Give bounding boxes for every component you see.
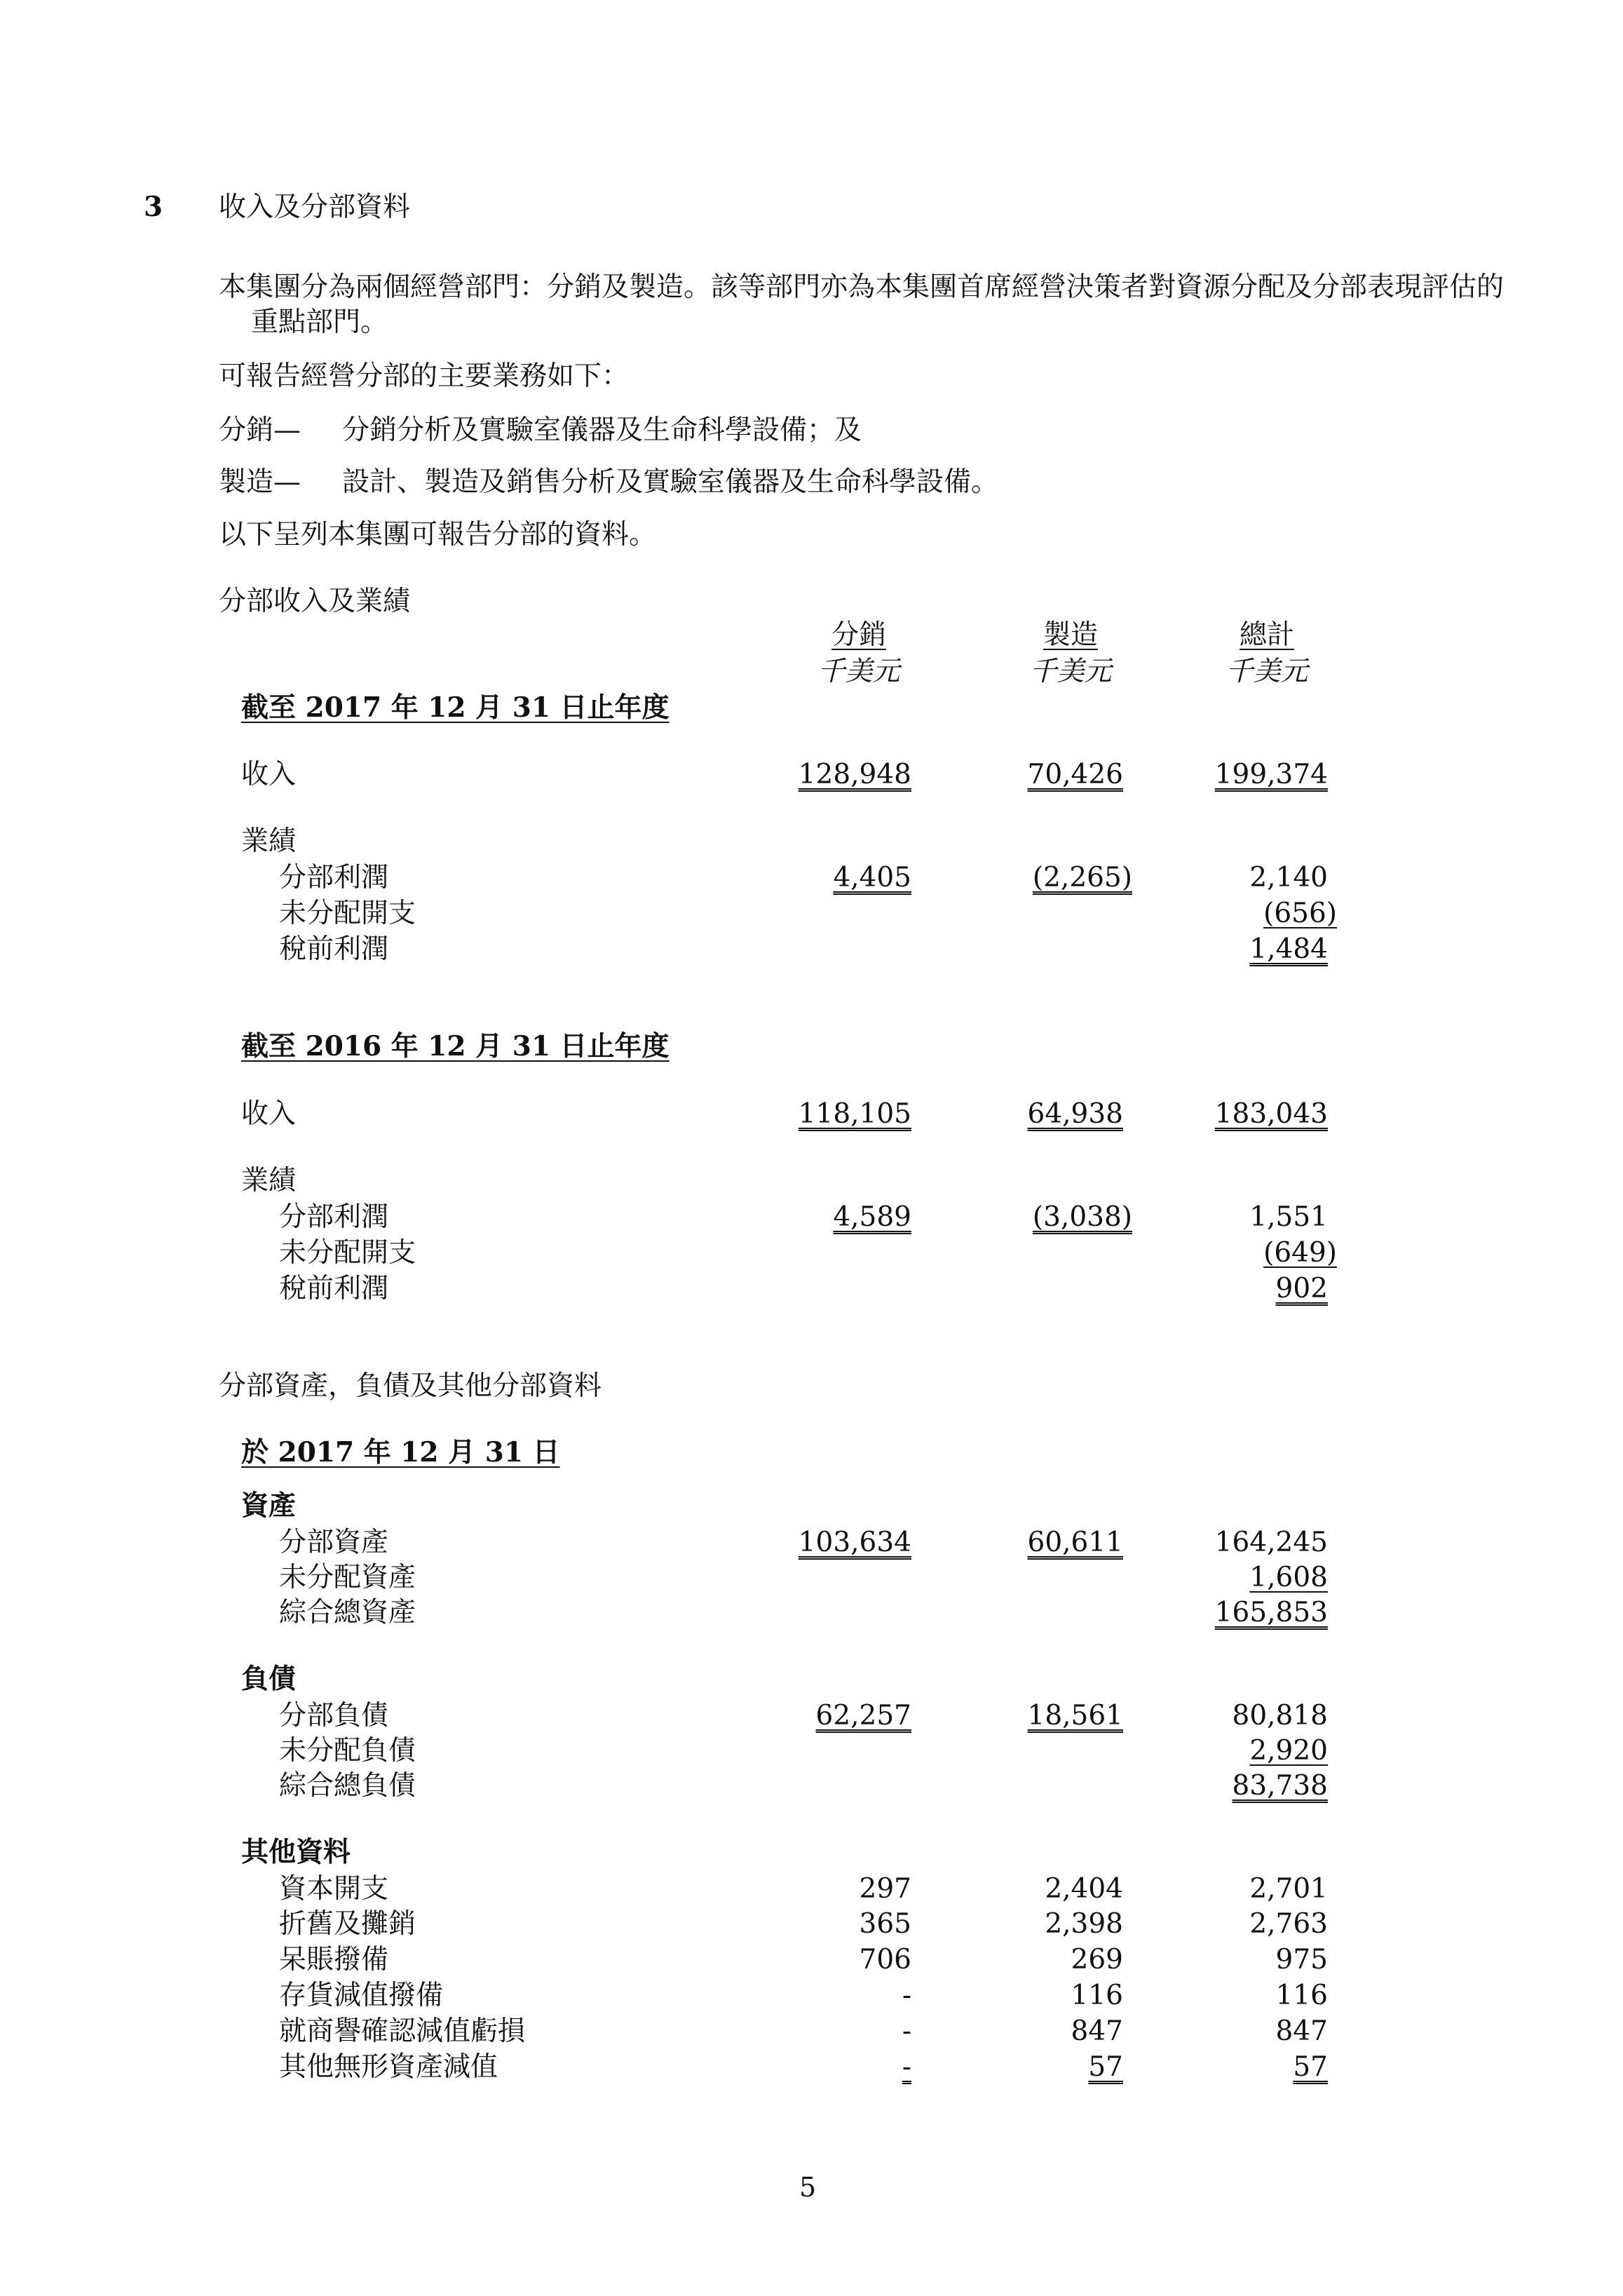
- pretax-profit-label: 稅前利潤: [279, 933, 389, 965]
- other-row-label: 就商譽確認減值虧損: [279, 2015, 526, 2047]
- intro-paragraph-line2: 重點部門。: [251, 306, 388, 338]
- unit-label: 千美元: [1225, 656, 1308, 687]
- column-header-distribution: 分銷: [831, 619, 886, 651]
- column-header-manufacturing: 製造: [1043, 619, 1098, 651]
- total-assets-label: 綜合總資產: [279, 1597, 416, 1628]
- segment-profit-label: 分部利潤: [279, 862, 389, 893]
- period-heading-2017: 截至 2017 年 12 月 31 日止年度: [241, 691, 670, 724]
- table-cell: 269: [1071, 1944, 1123, 1976]
- total-liabilities-label: 綜合總負債: [279, 1770, 416, 1802]
- revenue-label: 收入: [241, 1098, 297, 1130]
- table-cell: 2,920: [1249, 1735, 1328, 1767]
- assets-liabilities-title: 分部資產，負債及其他分部資料: [219, 1370, 602, 1402]
- section-title: 收入及分部資料: [219, 191, 411, 223]
- revenue-results-title: 分部收入及業績: [219, 586, 411, 617]
- table-cell: 64,938: [1027, 1098, 1123, 1130]
- unallocated-expenses-label: 未分配開支: [279, 898, 416, 929]
- table-cell: 80,818: [1232, 1700, 1328, 1731]
- table-cell: 18,561: [1027, 1700, 1123, 1731]
- unallocated-expenses-label: 未分配開支: [279, 1237, 416, 1269]
- table-cell: 62,257: [815, 1700, 911, 1731]
- table-cell: 60,611: [1027, 1527, 1123, 1558]
- liabilities-label: 負債: [241, 1663, 297, 1695]
- table-cell: 118,105: [798, 1098, 911, 1130]
- section-number: 3: [144, 191, 163, 223]
- page-number: 5: [799, 2172, 817, 2203]
- other-row-label: 資本開支: [279, 1873, 389, 1905]
- other-row-label: 折舊及攤銷: [279, 1908, 416, 1940]
- table-cell: 4,589: [833, 1201, 911, 1233]
- assets-label: 資產: [241, 1490, 297, 1522]
- table-cell: 70,426: [1027, 759, 1123, 790]
- table-cell: 83,738: [1232, 1770, 1328, 1802]
- table-cell: 2,140: [1249, 862, 1328, 893]
- other-row-label: 其他無形資產減值: [279, 2051, 498, 2083]
- table-cell: 164,245: [1214, 1527, 1328, 1558]
- closing-sentence: 以下呈列本集團可報告分部的資料。: [219, 519, 657, 551]
- other-row-label: 存貨減值撥備: [279, 1980, 444, 2011]
- segment-assets-label: 分部資產: [279, 1527, 389, 1558]
- table-cell: 847: [1071, 2015, 1123, 2047]
- results-label: 業績: [241, 825, 297, 857]
- pretax-profit-label: 稅前利潤: [279, 1273, 389, 1304]
- table-cell: 103,634: [798, 1527, 911, 1558]
- segment-liabilities-label: 分部負債: [279, 1700, 389, 1731]
- table-cell: 902: [1275, 1273, 1328, 1304]
- definition-key-manufacturing: 製造—: [219, 466, 301, 498]
- table-cell: 116: [1071, 1980, 1123, 2011]
- table-cell: 975: [1275, 1944, 1328, 1976]
- table-cell: 183,043: [1214, 1098, 1328, 1130]
- definition-key-distribution: 分銷—: [219, 414, 301, 446]
- table-cell: (2,265): [1032, 862, 1132, 893]
- revenue-label: 收入: [241, 759, 297, 790]
- table-cell: -: [902, 2051, 911, 2083]
- table-cell: 128,948: [798, 759, 911, 790]
- table-cell: (3,038): [1032, 1201, 1132, 1233]
- table-cell: 2,404: [1045, 1873, 1123, 1905]
- table-cell: 165,853: [1214, 1597, 1328, 1628]
- table-cell: 1,608: [1249, 1562, 1328, 1593]
- table-cell: 1,551: [1249, 1201, 1328, 1233]
- activities-intro: 可報告經營分部的主要業務如下：: [219, 360, 630, 392]
- other-info-label: 其他資料: [241, 1836, 351, 1868]
- intro-paragraph-line1: 本集團分為兩個經營部門：分銷及製造。該等部門亦為本集團首席經營決策者對資源分配及分部表現評估的: [219, 271, 1505, 303]
- table-cell: 2,763: [1249, 1908, 1328, 1940]
- unallocated-liabilities-label: 未分配負債: [279, 1735, 416, 1767]
- table-cell: -: [902, 1980, 911, 2011]
- table-cell: (656): [1263, 898, 1337, 929]
- table-cell: 365: [859, 1908, 911, 1940]
- table-cell: 57: [1293, 2051, 1328, 2083]
- table-cell: 847: [1275, 2015, 1328, 2047]
- table-cell: 4,405: [833, 862, 911, 893]
- segment-profit-label: 分部利潤: [279, 1201, 389, 1233]
- results-label: 業績: [241, 1165, 297, 1196]
- definition-value-distribution: 分銷分析及實驗室儀器及生命科學設備；及: [342, 414, 862, 446]
- unallocated-assets-label: 未分配資產: [279, 1562, 416, 1593]
- table-cell: (649): [1263, 1237, 1337, 1269]
- definition-value-manufacturing: 設計、製造及銷售分析及實驗室儀器及生命科學設備。: [342, 466, 999, 498]
- table-cell: 199,374: [1214, 759, 1328, 790]
- table-cell: 1,484: [1249, 933, 1328, 965]
- table-cell: 706: [859, 1944, 911, 1976]
- unit-label: 千美元: [817, 656, 900, 687]
- table-cell: 2,398: [1045, 1908, 1123, 1940]
- date-heading: 於 2017 年 12 月 31 日: [241, 1436, 560, 1468]
- other-row-label: 呆賬撥備: [279, 1944, 389, 1976]
- unit-label: 千美元: [1029, 656, 1112, 687]
- table-cell: 297: [859, 1873, 911, 1905]
- table-cell: 2,701: [1249, 1873, 1328, 1905]
- table-cell: 116: [1275, 1980, 1328, 2011]
- column-header-total: 總計: [1239, 619, 1294, 651]
- table-cell: -: [902, 2015, 911, 2047]
- period-heading-2016: 截至 2016 年 12 月 31 日止年度: [241, 1030, 670, 1062]
- table-cell: 57: [1088, 2051, 1123, 2083]
